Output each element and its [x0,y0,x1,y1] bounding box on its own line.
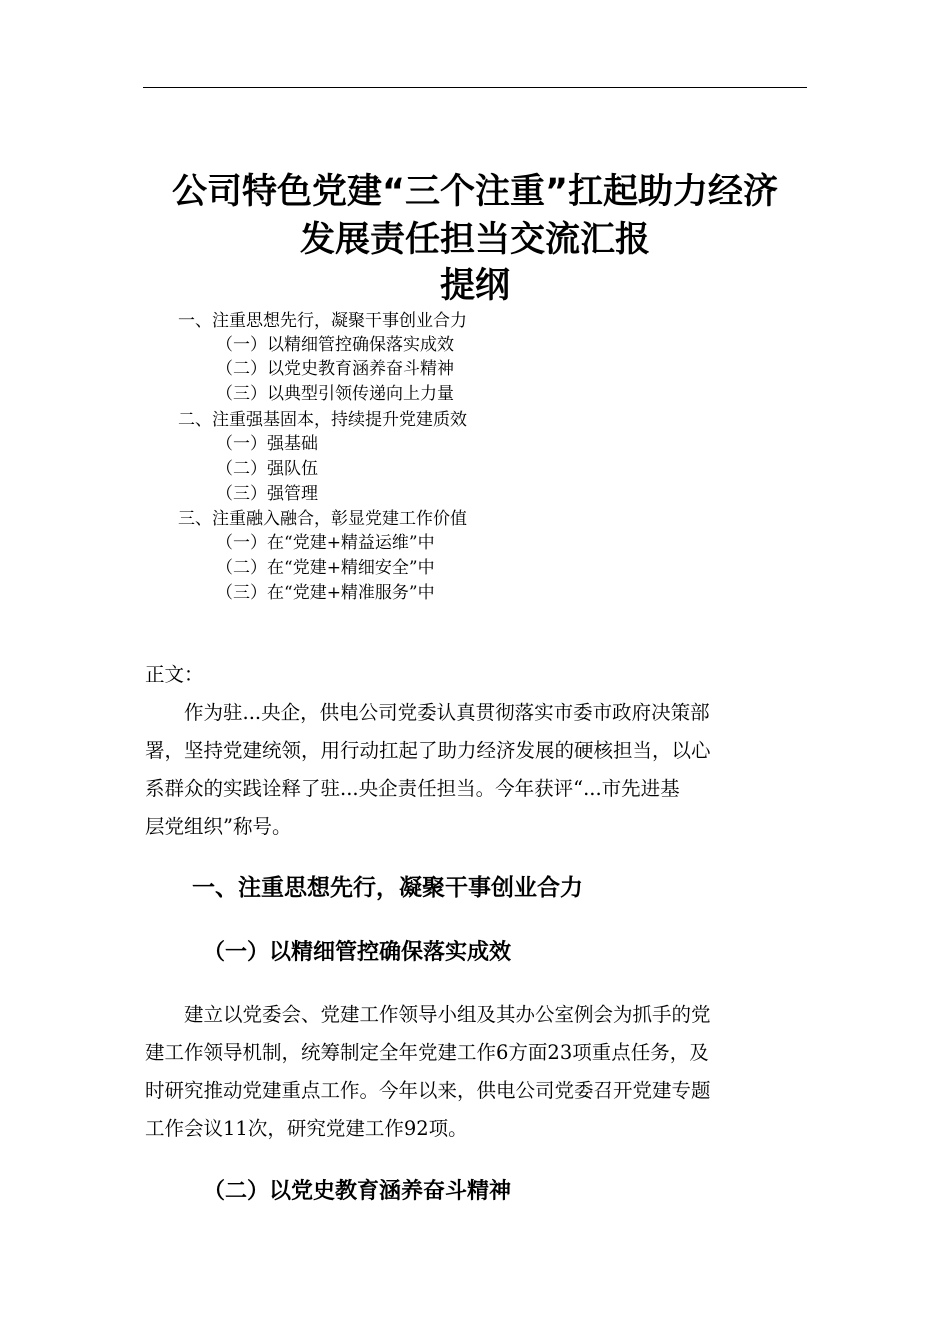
outline-item: （一）在“党建+精益运维”中 [216,533,435,553]
outline-item: （三）以典型引领传递向上力量 [216,384,454,404]
document-title-line-2: 发展责任担当交流汇报 [299,220,650,260]
intro-paragraph-line: 层党组织”称号。 [145,815,292,838]
intro-paragraph-line: 作为驻...央企，供电公司党委认真贯彻落实市委市政府决策部 [145,701,710,724]
sub1-paragraph-line: 工作会议11次，研究党建工作92项。 [145,1117,468,1140]
intro-paragraph-line: 署，坚持党建统领，用行动扛起了助力经济发展的硬核担当，以心 [145,739,711,762]
sub1-paragraph-line: 时研究推动党建重点工作。今年以来，供电公司党委召开党建专题 [145,1079,711,1102]
outline-item: （三）在“党建+精准服务”中 [216,583,435,603]
outline-item: （二）强队伍 [216,459,318,479]
outline-item: 一、注重思想先行，凝聚干事创业合力 [178,311,467,331]
outline-item: （二）以党史教育涵养奋斗精神 [216,359,454,379]
outline-item: 二、注重强基固本，持续提升党建质效 [178,410,467,430]
section-heading: 一、注重思想先行，凝聚干事创业合力 [192,875,583,901]
sub1-paragraph-line: 建工作领导机制，统筹制定全年党建工作6方面23项重点任务，及 [145,1041,709,1064]
subsection-heading: （一）以精细管控确保落实成效 [203,939,512,965]
outline-item: 三、注重融入融合，彰显党建工作价值 [178,509,467,529]
outline-item: （一）以精细管控确保落实成效 [216,335,454,355]
header-rule [143,87,807,88]
document-title-line-3: 提纲 [439,266,510,306]
outline-item: （三）强管理 [216,484,318,504]
outline-item: （二）在“党建+精细安全”中 [216,558,435,578]
outline-item: （一）强基础 [216,434,318,454]
subsection-heading: （二）以党史教育涵养奋斗精神 [203,1178,512,1204]
sub1-paragraph-line: 建立以党委会、党建工作领导小组及其办公室例会为抓手的党 [145,1003,711,1026]
intro-paragraph-line: 系群众的实践诠释了驻...央企责任担当。今年获评“...市先进基 [145,777,680,800]
body-label: 正文： [145,663,204,686]
document-title-line-1: 公司特色党建“三个注重”扛起助力经济 [171,172,778,212]
